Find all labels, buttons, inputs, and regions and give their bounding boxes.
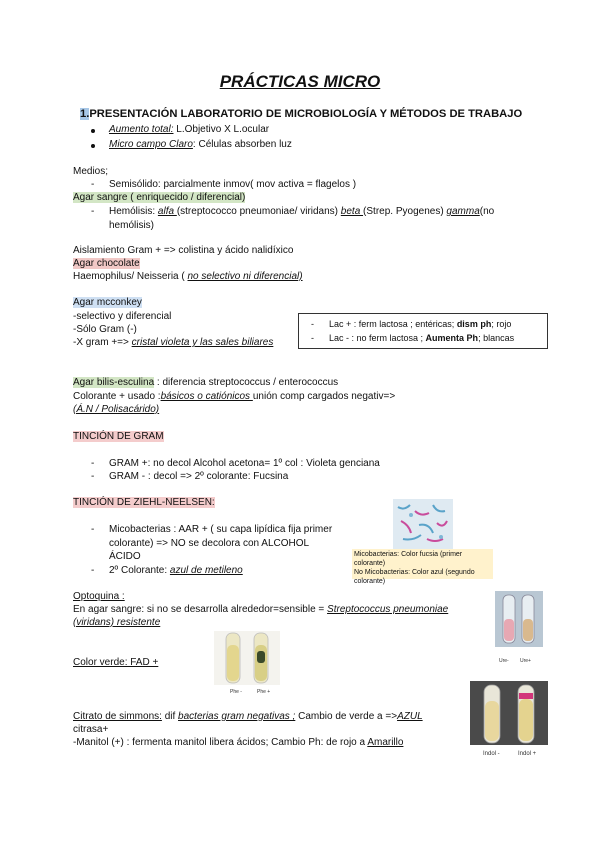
alfa-label: alfa bbox=[157, 206, 177, 217]
segundo-colorante-prefix: 2º Colorante: bbox=[109, 565, 170, 576]
lac-plus-line bbox=[311, 319, 511, 329]
bullet-dot bbox=[91, 144, 95, 148]
dash: - bbox=[91, 471, 95, 482]
lac-minus-bold: Aumenta Ph bbox=[425, 333, 479, 343]
mcconkey-line: -Sólo Gram (-) bbox=[73, 324, 137, 335]
medios-heading: Medios; bbox=[73, 166, 109, 177]
phe-plus-label: Phe + bbox=[257, 689, 271, 695]
colorante-underlined: básicos o catiónicos bbox=[160, 391, 253, 402]
color-verde-text: Color verde: FAD + bbox=[73, 657, 159, 668]
citrato-line1 bbox=[73, 711, 423, 722]
lac-minus-suffix: ; blancas bbox=[478, 333, 515, 343]
segundo-colorante-line bbox=[109, 565, 243, 576]
agar-bilis-line bbox=[73, 377, 338, 388]
dash: - bbox=[91, 565, 95, 576]
gamma-label: gamma bbox=[446, 206, 480, 217]
indol-minus-label: Indol - bbox=[483, 751, 500, 757]
colorante-prefix: Colorante + usado : bbox=[73, 391, 161, 402]
bullet-dot bbox=[91, 129, 95, 133]
micobacterias-line2: colorante) => NO se decolora con ALCOHOL bbox=[109, 538, 310, 549]
agar-sangre-heading: Agar sangre ( enriquecido / diferencial) bbox=[73, 192, 246, 203]
lac-plus-prefix: Lac + : ferm lactosa ; entéricas; bbox=[329, 319, 457, 329]
aumento-label: Aumento total: bbox=[109, 124, 174, 135]
indol-plus-label: Indol + bbox=[518, 751, 537, 757]
lac-plus-suffix: ; rojo bbox=[491, 319, 512, 329]
semisolido-text: Semisólido: parcialmente inmov( mov activa = flagelos ) bbox=[109, 179, 357, 190]
hemolisis-prefix: Hemólisis: bbox=[109, 206, 158, 217]
optoquina-underlined: Streptococcus pneumoniae bbox=[327, 604, 449, 615]
mcconkey-line3-underlined: cristal violeta y las sales biliares bbox=[131, 337, 274, 348]
urease-tubes-image bbox=[495, 591, 543, 647]
citrato-bacterias: bacterias gram negativas ; bbox=[178, 711, 296, 722]
citrato-suffix: Cambio de verde a => bbox=[295, 711, 398, 722]
dash: - bbox=[91, 458, 95, 469]
ziehl-microscopy-image bbox=[393, 499, 453, 549]
caption-line: colorante) bbox=[354, 578, 386, 585]
lac-plus-bold: dism ph bbox=[456, 319, 492, 329]
lactose-box bbox=[298, 313, 548, 349]
caption-line: No Micobacterias: Color azul (segundo bbox=[354, 569, 475, 576]
beta-text: (Strep. Pyogenes) bbox=[363, 206, 447, 217]
mcconkey-line3 bbox=[73, 337, 273, 348]
agar-chocolate-heading: Agar chocolate bbox=[73, 258, 140, 269]
chocolate-prefix: Haemophilus/ Neisseria ( bbox=[73, 271, 188, 282]
ure-minus-label: Ure- bbox=[499, 658, 509, 664]
section-title: PRESENTACIÓN LABORATORIO DE MICROBIOLOGÍA Y MÉTODOS DE TRABAJO bbox=[89, 108, 523, 120]
agar-mcconkey-heading: Agar mcconkey bbox=[73, 297, 142, 308]
microcampo-text: : Células absorben luz bbox=[192, 139, 292, 150]
beta-label: beta bbox=[340, 206, 364, 217]
micobacterias-line3: ÁCIDO bbox=[109, 551, 141, 562]
section-heading bbox=[80, 108, 522, 120]
dash: - bbox=[91, 524, 95, 535]
lac-minus-prefix: Lac - : no ferm lactosa ; bbox=[329, 333, 426, 343]
citrato-label: Citrato de simmons: bbox=[73, 711, 162, 722]
mcconkey-line3-prefix: -X gram +=> bbox=[73, 337, 132, 348]
micobacterias-line1: Micobacterias : AAR + ( su capa lipídica fija primer bbox=[109, 524, 333, 535]
hemolisis-line2: hemólisis) bbox=[109, 220, 155, 231]
caption-line: Micobacterias: Color fucsia (primer colorante) bbox=[354, 551, 463, 567]
bullet-aumento bbox=[109, 124, 269, 135]
colorante-line3: (Á.N / Polisacárido) bbox=[73, 404, 160, 415]
agar-bilis-heading: Agar bilis-esculina bbox=[73, 377, 155, 388]
indol-tubes-image bbox=[470, 681, 548, 745]
section-number: 1. bbox=[80, 108, 90, 120]
gram-minus-item: GRAM - : decol => 2º colorante: Fucsina bbox=[109, 471, 289, 482]
citrato-azul: AZUL bbox=[397, 711, 423, 722]
mcconkey-line: -selectivo y diferencial bbox=[73, 311, 172, 322]
colorante-line bbox=[73, 391, 395, 402]
segundo-colorante-underlined: azul de metileno bbox=[169, 565, 243, 576]
agar-chocolate-text bbox=[73, 271, 303, 282]
chocolate-underlined: no selectivo ni diferencial) bbox=[187, 271, 303, 282]
optoquina-prefix: En agar sangre: si no se desarrolla alrededor=sensible = bbox=[73, 604, 328, 615]
dash: - bbox=[311, 333, 314, 343]
hemolisis-line bbox=[109, 206, 494, 217]
agar-bilis-text: : diferencia streptococcus / enterococcus bbox=[154, 377, 339, 388]
manitol-amarillo: Amarillo bbox=[367, 737, 404, 748]
microcampo-label: Micro campo Claro bbox=[109, 139, 193, 150]
citrato-dif: dif bbox=[161, 711, 179, 722]
gram-plus-item: GRAM +: no decol Alcohol acetona= 1º col : Violeta genciana bbox=[109, 458, 380, 469]
alfa-text: (streptococco pneumoniae/ viridans) bbox=[176, 206, 341, 217]
aumento-text: L.Objetivo X L.ocular bbox=[173, 124, 270, 135]
ure-plus-label: Ure+ bbox=[520, 658, 531, 664]
page-title: PRÁCTICAS MICRO bbox=[219, 72, 381, 91]
manitol-line bbox=[73, 737, 403, 748]
gamma-text: (no bbox=[479, 206, 495, 217]
dash: - bbox=[91, 206, 95, 217]
aislamiento-text: Aislamiento Gram + => colistina y ácido nalidíxico bbox=[73, 245, 294, 256]
dash: - bbox=[311, 319, 314, 329]
ziehl-caption bbox=[352, 549, 493, 585]
phe-tubes-image bbox=[214, 631, 280, 685]
colorante-suffix: unión comp cargados negativ=> bbox=[252, 391, 396, 402]
manitol-prefix: -Manitol (+) : fermenta manitol libera ácidos; Cambio Ph: de rojo a bbox=[73, 737, 368, 748]
tincion-ziehl-heading: TINCIÓN DE ZIEHL-NEELSEN: bbox=[73, 497, 215, 508]
phe-minus-label: Phe - bbox=[230, 689, 242, 695]
optoquina-heading: Optoquina : bbox=[73, 591, 125, 602]
bullet-microcampo bbox=[109, 139, 292, 150]
dash: - bbox=[91, 179, 95, 190]
optoquina-line2: (viridans) resistente bbox=[73, 617, 161, 628]
lac-minus-line bbox=[311, 333, 514, 343]
tincion-gram-heading: TINCIÓN DE GRAM bbox=[73, 431, 164, 442]
optoquina-line1 bbox=[73, 604, 448, 615]
citrasa-line: citrasa+ bbox=[73, 724, 109, 735]
